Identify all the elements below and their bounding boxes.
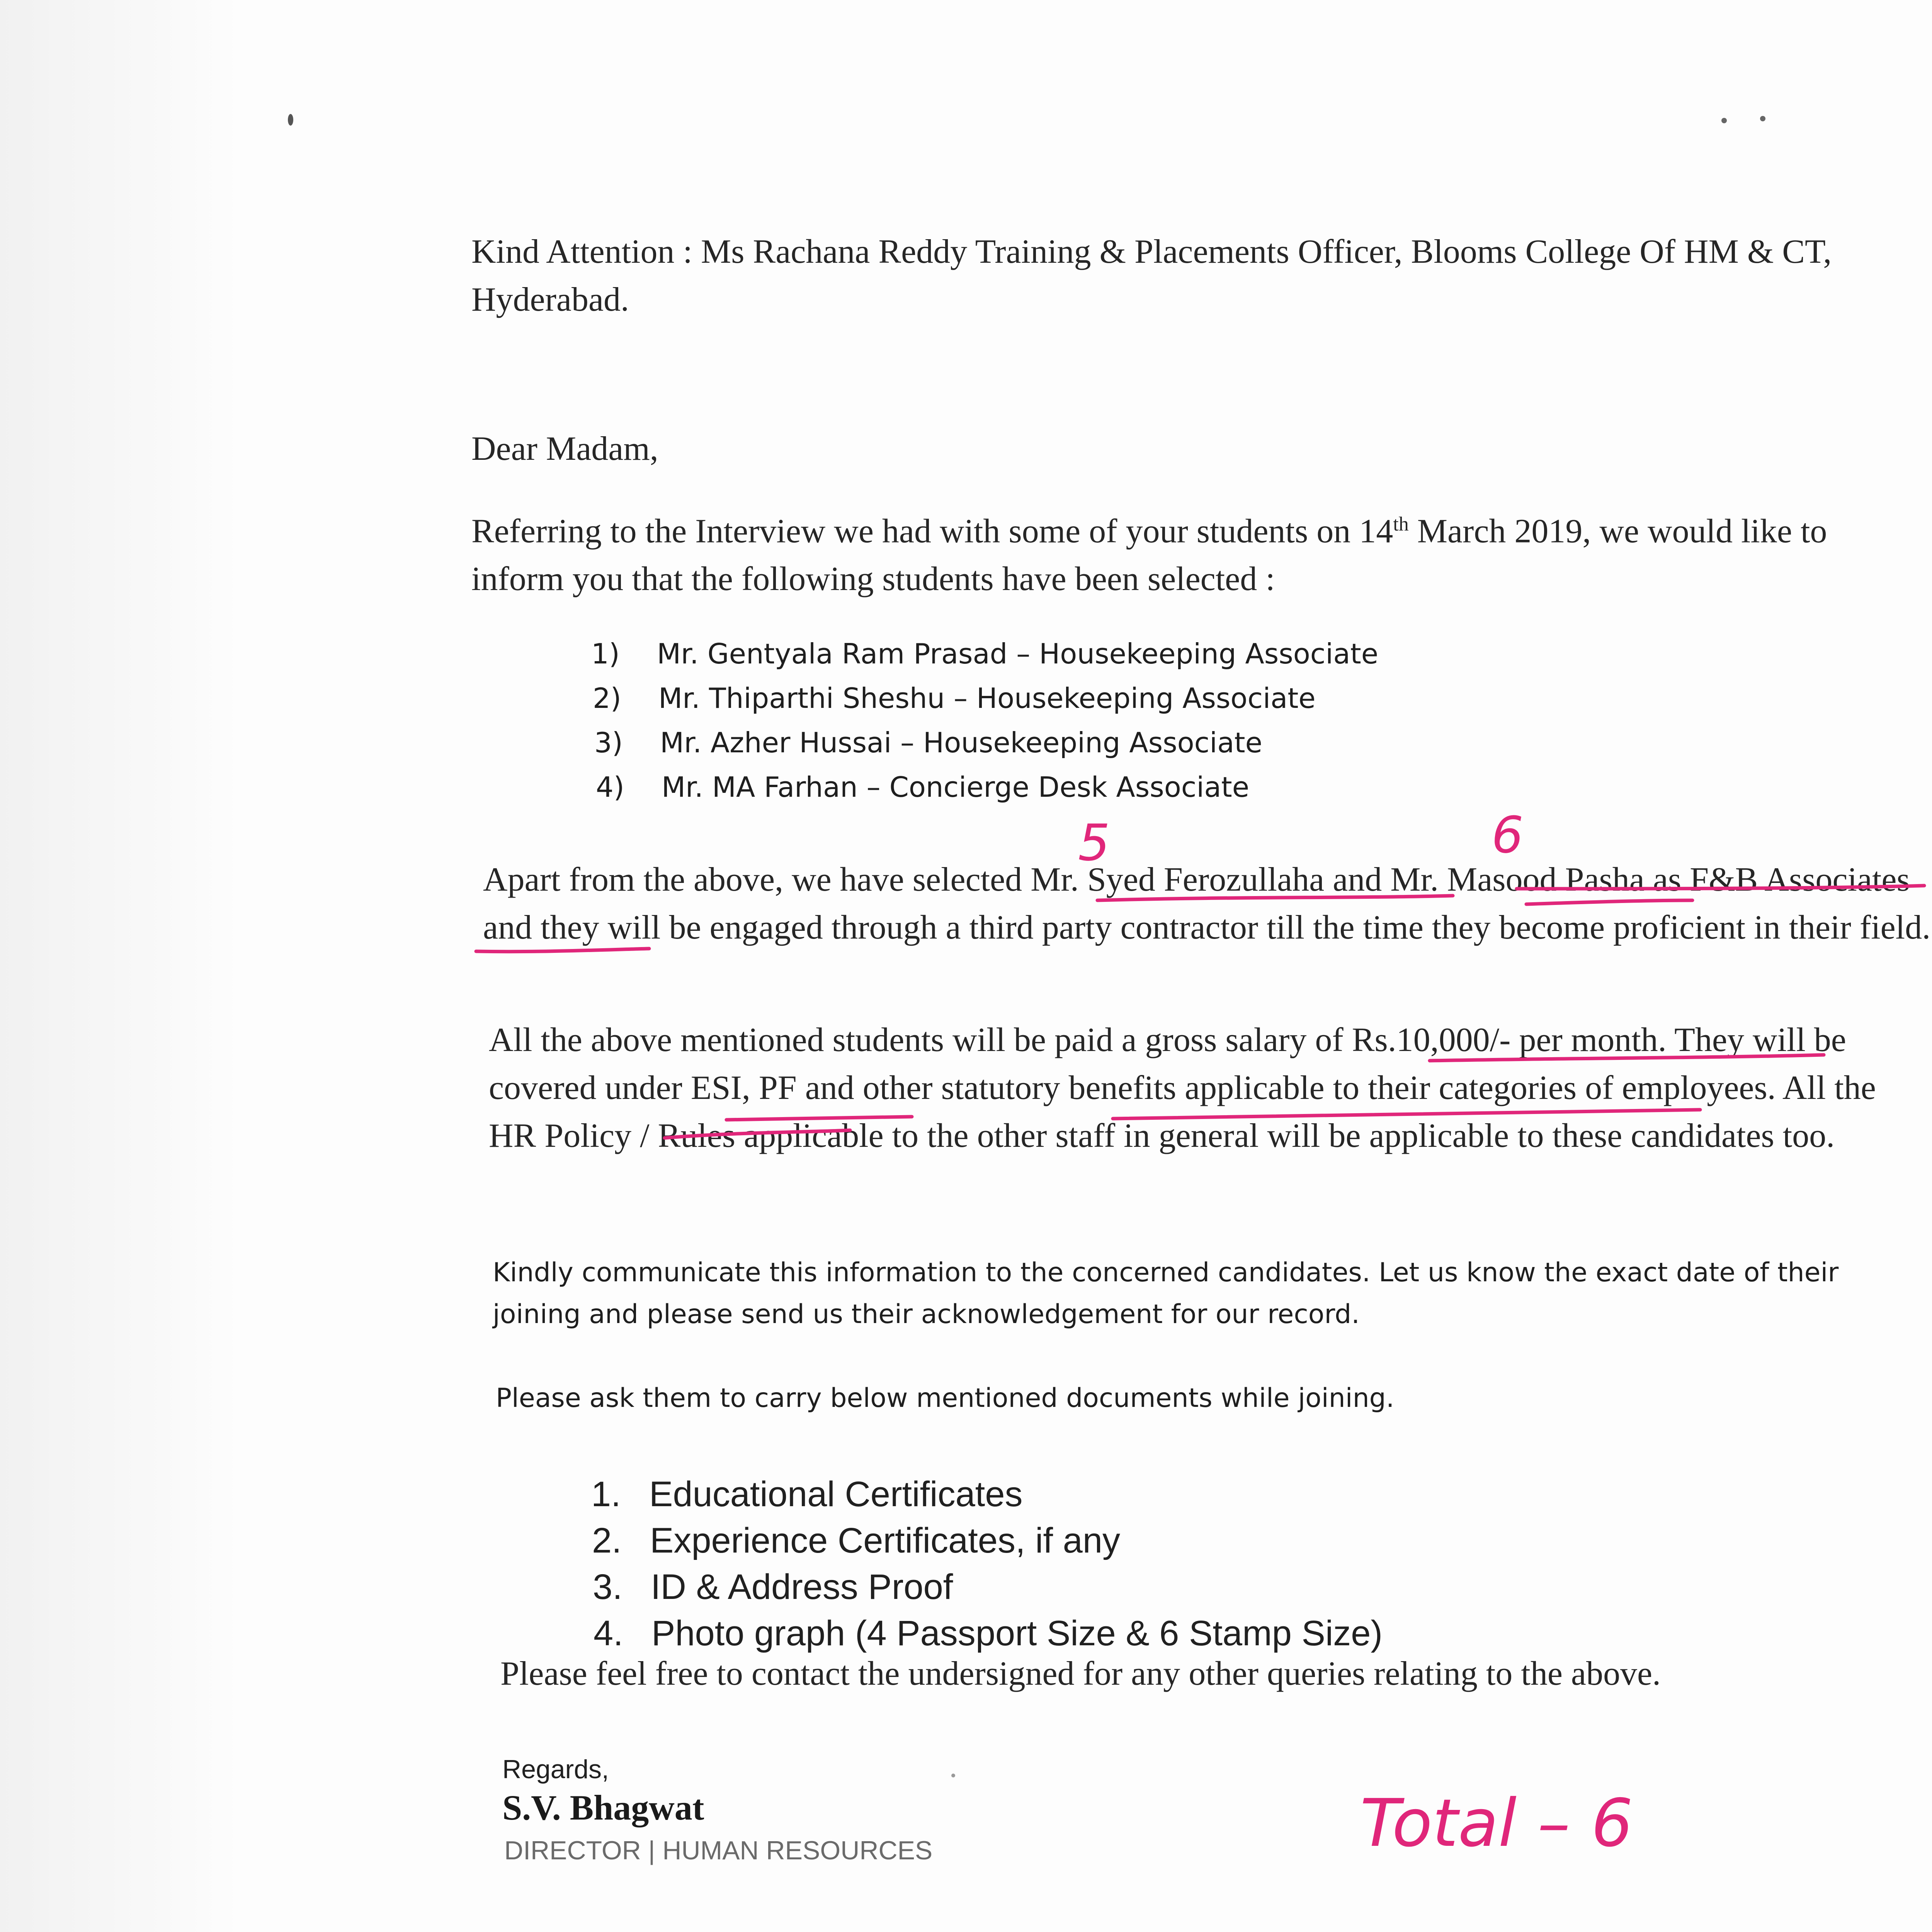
intro-text-before: Referring to the Interview we had with some of your students on 14: [471, 512, 1393, 550]
document-item: [591, 1474, 1023, 1515]
student-item: [594, 726, 1262, 759]
contact-paragraph: Please feel free to contact the undersigned for any other queries relating to the above.: [500, 1655, 1661, 1692]
communicate-paragraph: Kindly communicate this information to the concerned candidates. Let us know the exact date of their joining and please send us their acknowledgement for our record.: [493, 1257, 1839, 1330]
document-number: 3.: [593, 1567, 622, 1607]
attention-line: Kind Attention : Ms Rachana Reddy Training & Placements Officer, Blooms College Of HM & CT, Hyderabad.: [471, 233, 1832, 318]
page-edge-shading: [0, 0, 240, 1932]
document-text: Educational Certificates: [649, 1475, 1023, 1514]
student-item: [591, 638, 1378, 670]
intro-ordinal-suffix: th: [1393, 513, 1409, 535]
student-number: 2): [593, 682, 621, 714]
student-number: 4): [596, 771, 624, 803]
handwritten-number-5: 5: [1078, 813, 1110, 872]
document-number: 4.: [594, 1614, 623, 1653]
intro-paragraph: [471, 500, 1909, 603]
scan-speck: [951, 1774, 955, 1777]
student-number: 3): [594, 726, 623, 759]
document-item: [592, 1520, 1120, 1561]
student-text: Mr. Thiparthi Sheshu – Housekeeping Associate: [658, 682, 1316, 714]
apart-paragraph: Apart from the above, we have selected Mr. Syed Ferozullaha and Mr. Masood Pasha as F&B Associates and they will be engaged through a third party contractor till the time they become proficient in their field.: [483, 861, 1931, 946]
student-text: Mr. Azher Hussai – Housekeeping Associate: [660, 726, 1262, 759]
intro-text-after: March 2019, we would like to inform you that the following students have been selected :: [471, 512, 1827, 598]
document-item: [593, 1567, 953, 1607]
scan-speck: [288, 114, 293, 126]
student-number: 1): [591, 638, 620, 670]
salary-paragraph: All the above mentioned students will be paid a gross salary of Rs.10,000/- per month. They will be covered under ESI, PF and other statutory benefits applicable to their categories of employees. All the HR Policy / Rules applicable to the other staff in general will be applicable to these candidates too.: [489, 1021, 1876, 1155]
student-item: [593, 682, 1316, 714]
scan-speck: [1721, 118, 1727, 123]
document-number: 2.: [592, 1521, 622, 1560]
scan-speck: [1760, 116, 1765, 121]
handwritten-number-6: 6: [1492, 806, 1524, 864]
document-text: Experience Certificates, if any: [650, 1521, 1120, 1560]
regards-text: Regards,: [502, 1755, 609, 1784]
documents-intro: Please ask them to carry below mentioned documents while joining.: [496, 1383, 1395, 1413]
document-number: 1.: [591, 1475, 621, 1514]
student-text: Mr. MA Farhan – Concierge Desk Associate: [662, 771, 1250, 803]
student-text: Mr. Gentyala Ram Prasad – Housekeeping Associate: [657, 638, 1379, 670]
signatory-name: S.V. Bhagwat: [502, 1788, 704, 1827]
handwritten-total: Total – 6: [1360, 1785, 1633, 1862]
student-item: [596, 771, 1249, 803]
document-text: Photo graph (4 Passport Size & 6 Stamp Size): [651, 1614, 1383, 1653]
signatory-title: DIRECTOR | HUMAN RESOURCES: [504, 1836, 933, 1865]
document-item: [594, 1613, 1383, 1654]
document-text: ID & Address Proof: [651, 1567, 953, 1607]
salutation: Dear Madam,: [471, 430, 658, 468]
